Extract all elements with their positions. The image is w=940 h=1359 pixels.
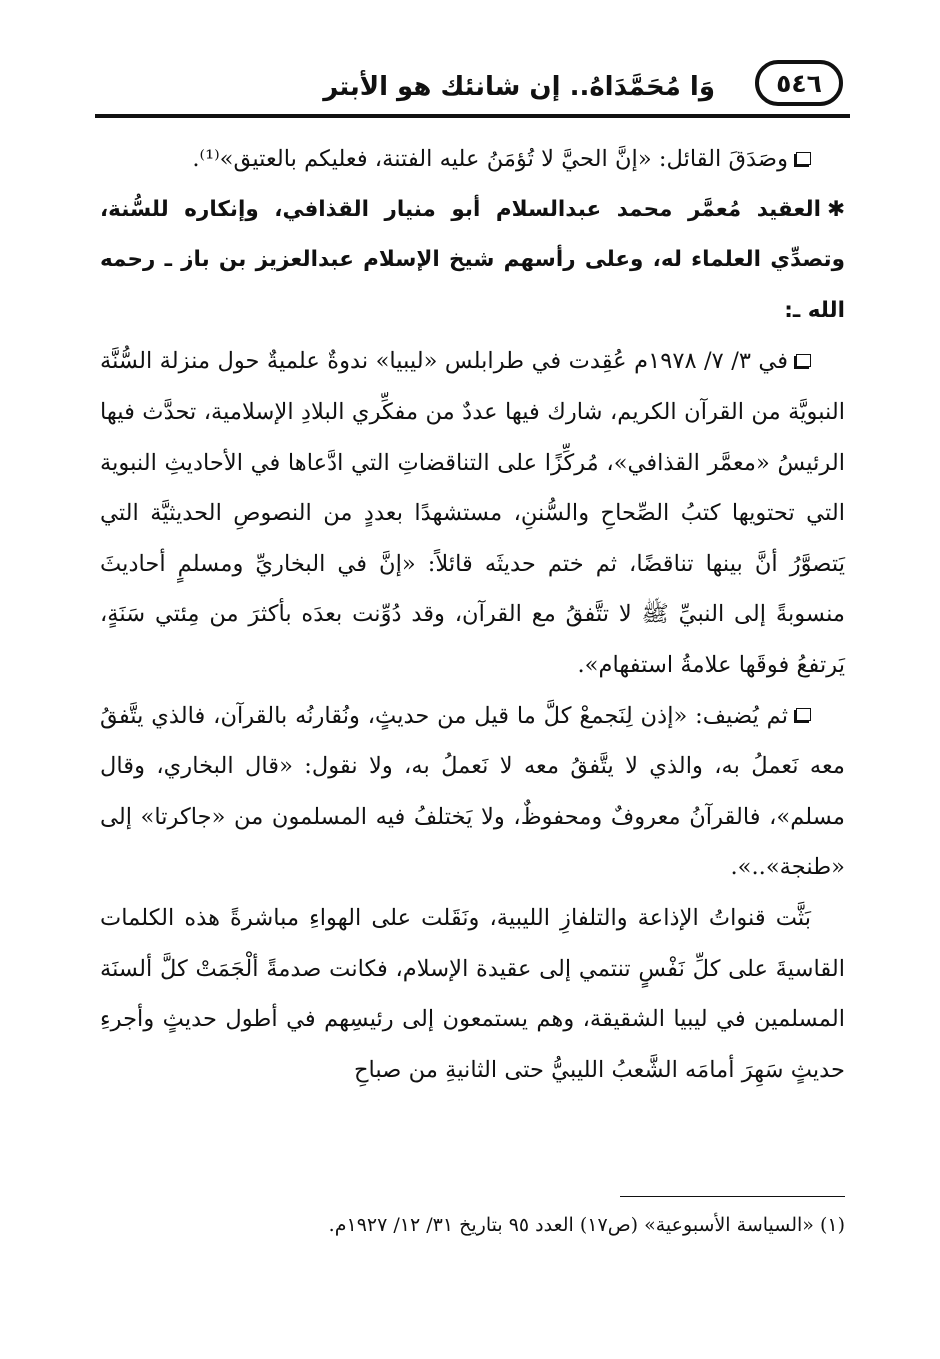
- page-number: ٥٤٦: [755, 60, 843, 106]
- running-title: وَا مُحَمَّدَاهُ.. إن شانئك هو الأبتر: [323, 72, 715, 102]
- page-header: [95, 58, 850, 120]
- paragraph-text: وصَدَقَ القائل: «إنَّ الحيَّ لا تُؤمَنُ عليه الفتنة، فعليكم بالعتيق»⁽¹⁾.: [192, 146, 788, 172]
- paragraph-text: في ٣/ ٧/ ١٩٧٨م عُقِدت في طرابلس «ليبيا» ندوةٌ علميةٌ حول منزلة السُّنَّة النبويَّة من القرآن الكريم، شارك فيها عددٌ من مفكِّري البلادِ الإسلامية، تحدَّث فيها الرئيسُ «معمَّر القذافي»، مُركِّزًا على التناقضاتِ التي ادَّعاها في الأحاديثِ النبوية التي تحتويها كتبُ الصِّحاحِ والسُّننِ، مستشهدًا بعددٍ من النصوصِ الحديثيَّة التي يَتصوَّرُ أنَّ بينها تناقضًا، ثم ختم حديثَه قائلاً: «إنَّ في البخاريِّ ومسلمٍ أحاديثَ منسوبةً إلى النبيِّ ﷺ لا تتَّفقُ مع القرآن، وقد دُوِّنت بعدَه بأكثرَ من مِئتي سَنَةٍ، يَرتفعُ فوقَها علامةُ استفهام».: [100, 348, 845, 678]
- paragraph-broadcast: بَثَّت قنواتُ الإذاعة والتلفازِ الليبية، ونَقَلت على الهواءِ مباشرةً هذه الكلمات القاسيةَ على كلِّ نَفْسٍ تنتمي إلى عقيدة الإسلام، فكانت صدمةً ألْجَمَتْ كلَّ ألسنَة المسلمين في ليبيا الشقيقة، وهم يستمعون إلى رئيسِهم في أطول حديثٍ وأجرءِ حديثٍ سَهِرَ أمامَه الشَّعبُ الليبيُّ حتى الثانيةِ من صباحِ: [100, 904, 845, 1083]
- square-bullet-icon: [796, 708, 811, 721]
- page-body: [100, 134, 845, 1095]
- footnote: (١) «السياسة الأسبوعية» (ص١٧) العدد ٩٥ بتاريخ ٣١/ ١٢/ ١٩٢٧م.: [328, 1214, 845, 1236]
- section-heading: [100, 185, 845, 337]
- footnote-rule: [620, 1196, 845, 1197]
- paragraph-symposium: [100, 336, 845, 690]
- section-heading-text: العقيد مُعمَّر محمد عبدالسلام أبو منيار القذافي، وإنكاره للسُّنة، وتصدِّي العلماء له، وعلى رأسهم شيخ الإسلام عبدالعزيز بن باز ـ رحمه الله ـ:: [100, 196, 845, 323]
- square-bullet-icon: [796, 354, 811, 367]
- paragraph-text: ثم يُضيف: «إذن لِنَجمعْ كلَّ ما قيل من حديثٍ، ونُقارنُه بالقرآن، فالذي يتَّفقُ معه نَعملُ به، والذي لا يتَّفقُ معه لا نَعملُ به، ولا نقول: «قال البخاري، وقال مسلم»، فالقرآنُ معروفٌ ومحفوظٌ، ولا يَختلفُ فيه المسلمون من «جاكرتا» إلى «طنجة»..».: [100, 702, 845, 881]
- square-bullet-icon: [796, 152, 811, 165]
- header-rule: [95, 114, 850, 118]
- paragraph-quote: [100, 134, 845, 185]
- paragraph-addition: [100, 691, 845, 893]
- asterisk-icon: ✱: [826, 196, 845, 222]
